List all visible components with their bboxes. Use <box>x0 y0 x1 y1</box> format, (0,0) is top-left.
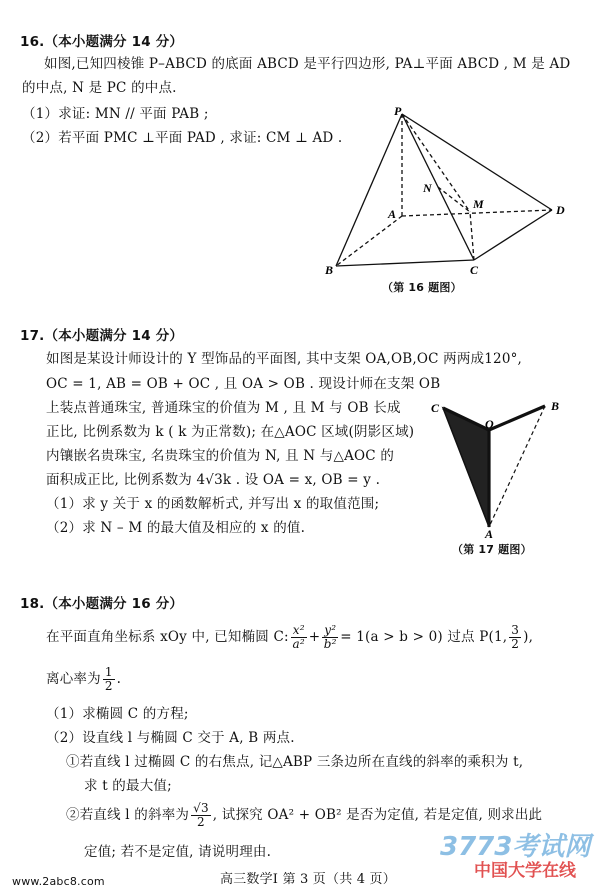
q17-y-figure <box>425 390 575 540</box>
q17-text-line1: 如图是某设计师设计的 Y 型饰品的平面图, 其中支架 OA,OB,OC 两两成120°, <box>46 351 523 367</box>
footer-url: www.2abc8.com <box>12 875 105 888</box>
label-C: C <box>431 401 440 415</box>
edge-PD <box>402 114 552 210</box>
watermark-site-name: 中国大学在线 <box>474 861 576 881</box>
footer-page-number: 高三数学Ⅰ 第 3 页（共 4 页） <box>220 872 396 887</box>
q17-text-line6: 面积成正比, 比例系数为 4√3k . 设 OA = x, OB = y . <box>46 472 381 488</box>
q17-text-line3: 上装点普通珠宝, 普通珠宝的价值为 M , 且 M 与 OB 长成 <box>46 400 401 416</box>
q17-part1: （1）求 y 关于 x 的函数解析式, 并写出 x 的取值范围; <box>46 496 380 512</box>
q18-text-line1: 在平面直角坐标系 xOy 中, 已知椭圆 C: $\frac{\text{x²}}{\text{a²}}$ + $\frac{\text{y²}}{\text{b²}}$ = 1(a > b > 0) 过点 P(1, $\frac{3}{2}$ ), <box>46 623 534 651</box>
q18-part1: （1）求椭圆 C 的方程; <box>46 706 189 722</box>
q17-text-line5: 内镶嵌名贵珠宝, 名贵珠宝的价值为 N, 且 N 与△AOC 的 <box>46 448 395 464</box>
edge-AB <box>336 216 402 266</box>
q17-heading: 17.（本小题满分 14 分） <box>20 328 184 344</box>
q18-heading: 18.（本小题满分 16 分） <box>20 596 184 612</box>
q18-part2-sub2: ②若直线 l 的斜率为 $\frac{√3}{2}$ , 试探究 OA² + OB² 是否为定值, 若是定值, 则求出此 <box>66 801 543 829</box>
label-P: P <box>394 104 402 118</box>
q17-text-line2: OC = 1, AB = OB + OC , 且 OA > OB . 现设计师在支架 OB <box>46 376 441 392</box>
edge-CD <box>474 210 552 260</box>
label-C: C <box>470 263 479 277</box>
q16-part1: （1）求证: MN // 平面 PAB ; <box>22 106 209 122</box>
q17-part2: （2）求 N – M 的最大值及相应的 x 的值. <box>46 520 306 536</box>
label-N: N <box>423 181 432 195</box>
q18-part2-sub1: ①若直线 l 过椭圆 C 的右焦点, 记△ABP 三条边所在直线的斜率的乘积为 t, <box>66 754 524 770</box>
q16-text-line1: 如图,已知四棱锥 P–ABCD 的底面 ABCD 是平行四边形, PA⊥平面 ABCD , M 是 AD <box>44 56 571 72</box>
label-B: B <box>325 263 334 277</box>
segment-AB <box>489 406 545 527</box>
edge-NM <box>438 187 470 212</box>
label-M: M <box>473 197 484 211</box>
label-A: A <box>388 207 397 221</box>
label-O: O <box>485 417 494 431</box>
label-D: D <box>556 203 565 217</box>
q16-pyramid-figure <box>320 100 580 300</box>
edge-PB <box>336 114 402 266</box>
q18-text-line2: 离心率为 $\frac{1}{2}$ . <box>46 665 122 693</box>
q18-part2-sub1-cont: 求 t 的最大值; <box>84 778 172 794</box>
label-A: A <box>485 527 494 540</box>
watermark-site-logo: 3773考试网 <box>440 832 591 862</box>
edge-BC <box>336 260 474 266</box>
q17-figure-caption: （第 17 题图） <box>452 543 532 556</box>
edge-PM <box>402 114 470 212</box>
q17-text-line4: 正比, 比例系数为 k ( k 为正常数); 在△AOC 区域(阴影区域) <box>46 424 415 440</box>
q18-part2-sub2-cont: 定值; 若不是定值, 请说明理由. <box>84 844 272 860</box>
q16-text-line2: 的中点, N 是 PC 的中点. <box>22 80 177 96</box>
q16-figure-caption: （第 16 题图） <box>382 281 462 294</box>
label-B: B <box>551 399 560 413</box>
q16-heading: 16.（本小题满分 14 分） <box>20 34 184 50</box>
q16-part2: （2）若平面 PMC ⊥平面 PAD , 求证: CM ⊥ AD . <box>22 130 343 146</box>
arm-OB <box>489 406 545 430</box>
q18-part2: （2）设直线 l 与椭圆 C 交于 A, B 两点. <box>46 730 295 746</box>
